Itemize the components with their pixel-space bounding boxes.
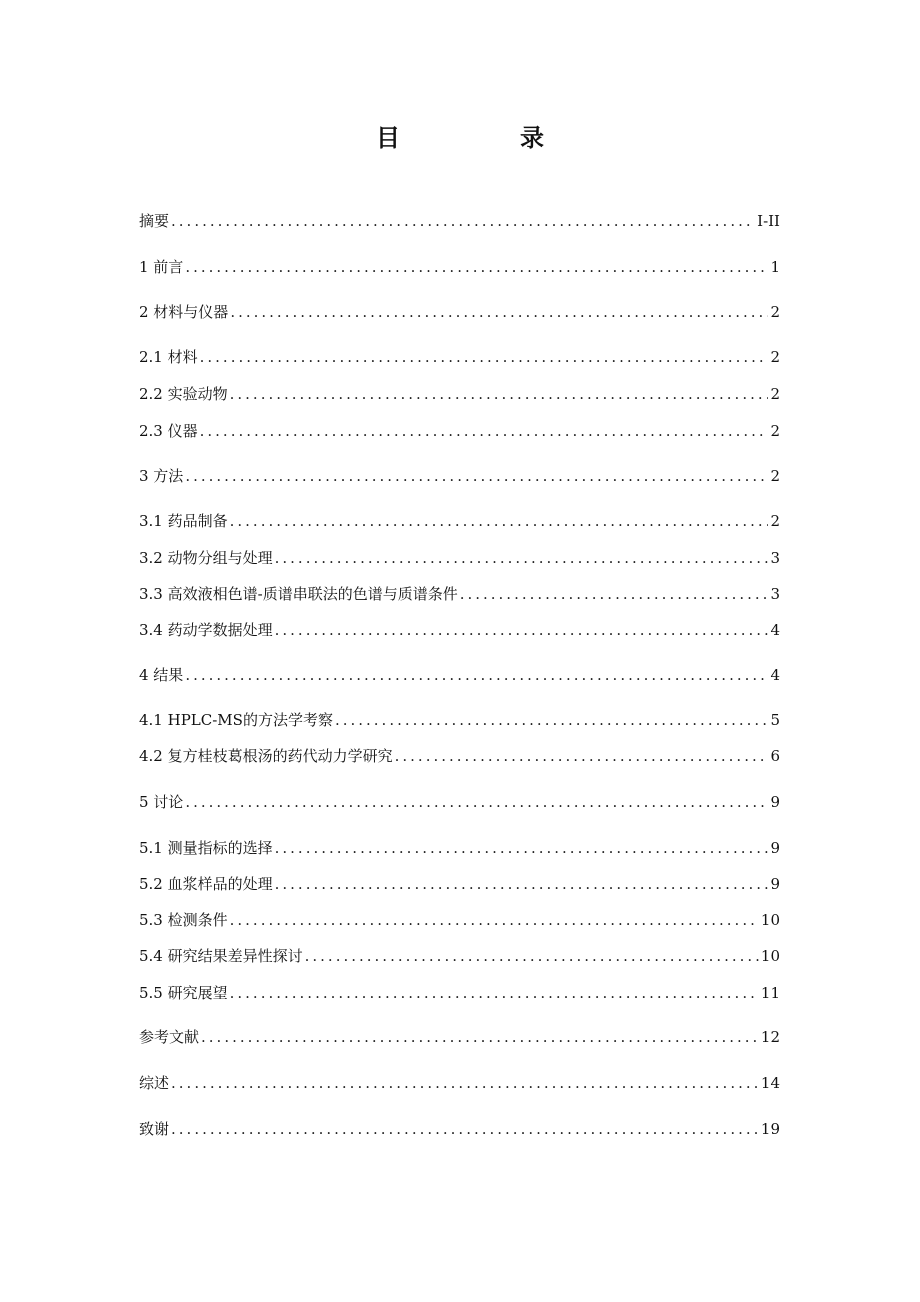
dot-leader bbox=[185, 463, 768, 489]
toc-entry-page: I-II bbox=[757, 212, 780, 230]
toc-entry-2-2[interactable] bbox=[139, 381, 780, 407]
dot-leader bbox=[200, 418, 769, 444]
dot-leader bbox=[230, 299, 768, 325]
dot-leader bbox=[460, 581, 769, 607]
toc-entry-1[interactable] bbox=[139, 254, 780, 280]
toc-entry-page: 14 bbox=[760, 1074, 780, 1092]
toc-entry-page: 4 bbox=[770, 666, 780, 684]
toc-entry-label: 2 材料与仪器 bbox=[139, 303, 229, 321]
dot-leader bbox=[171, 1070, 759, 1096]
dot-leader bbox=[185, 662, 768, 688]
toc-entry-page: 9 bbox=[770, 839, 780, 857]
toc-entry-3-2[interactable] bbox=[139, 545, 780, 571]
toc-entry-page: 2 bbox=[770, 422, 780, 440]
toc-entry-page: 3 bbox=[770, 585, 780, 603]
dot-leader bbox=[275, 871, 769, 897]
toc-entry-page: 10 bbox=[760, 947, 780, 965]
dot-leader bbox=[201, 1024, 759, 1050]
toc-entry-label: 4.2 复方桂枝葛根汤的药代动力学研究 bbox=[139, 747, 393, 765]
toc-entry-page: 10 bbox=[760, 911, 780, 929]
toc-entry-2-3[interactable] bbox=[139, 418, 780, 444]
toc-entry-page: 9 bbox=[770, 875, 780, 893]
toc-entry-3-3[interactable] bbox=[139, 581, 780, 607]
toc-entry-label: 1 前言 bbox=[139, 258, 184, 276]
toc-entry-3-1[interactable] bbox=[139, 508, 780, 534]
toc-entry-5-5[interactable] bbox=[139, 980, 780, 1006]
toc-entry-label: 3.1 药品制备 bbox=[139, 512, 228, 530]
toc-entry-label: 致谢 bbox=[139, 1120, 170, 1138]
toc-entry-4-2[interactable] bbox=[139, 743, 780, 769]
toc-entry-label: 5.2 血浆样品的处理 bbox=[139, 875, 273, 893]
toc-entry-page: 2 bbox=[770, 348, 780, 366]
toc-entry-4[interactable] bbox=[139, 662, 780, 688]
toc-entry-label: 5 讨论 bbox=[139, 793, 184, 811]
toc-entry-3-4[interactable] bbox=[139, 617, 780, 643]
toc-entry-page: 19 bbox=[760, 1120, 780, 1138]
toc-entry-5-2[interactable] bbox=[139, 871, 780, 897]
toc-entry-5[interactable] bbox=[139, 789, 780, 815]
toc-entry-page: 2 bbox=[770, 512, 780, 530]
toc-entry-label: 5.3 检测条件 bbox=[139, 911, 228, 929]
toc-entry-label: 2.1 材料 bbox=[139, 348, 198, 366]
toc-entry-2-1[interactable] bbox=[139, 344, 780, 370]
toc-entry-label: 综述 bbox=[139, 1074, 170, 1092]
toc-entry-label: 4 结果 bbox=[139, 666, 184, 684]
toc-entry-label: 5.1 测量指标的选择 bbox=[139, 839, 273, 857]
dot-leader bbox=[275, 617, 769, 643]
toc-entry-label: 3.2 动物分组与处理 bbox=[139, 549, 273, 567]
dot-leader bbox=[335, 707, 769, 733]
dot-leader bbox=[230, 508, 769, 534]
dot-leader bbox=[275, 545, 769, 571]
toc-entry-review[interactable] bbox=[139, 1070, 780, 1096]
toc-entry-5-3[interactable] bbox=[139, 907, 780, 933]
toc-entry-label: 3.4 药动学数据处理 bbox=[139, 621, 273, 639]
toc-entry-label: 3.3 高效液相色谱-质谱串联法的色谱与质谱条件 bbox=[139, 585, 458, 603]
toc-entry-page: 11 bbox=[760, 984, 780, 1002]
toc-entry-page: 4 bbox=[770, 621, 780, 639]
toc-entry-page: 2 bbox=[770, 385, 780, 403]
toc-entry-page: 12 bbox=[760, 1028, 780, 1046]
toc-entry-label: 5.4 研究结果差异性探讨 bbox=[139, 947, 303, 965]
toc-entry-label: 摘要 bbox=[139, 212, 170, 230]
toc-entry-page: 1 bbox=[770, 258, 780, 276]
dot-leader bbox=[171, 208, 755, 234]
toc-entry-5-1[interactable] bbox=[139, 835, 780, 861]
dot-leader bbox=[185, 254, 768, 280]
toc-entry-5-4[interactable] bbox=[139, 943, 780, 969]
toc-entry-page: 2 bbox=[770, 303, 780, 321]
toc-entry-page: 2 bbox=[770, 467, 780, 485]
toc-entry-page: 5 bbox=[770, 711, 780, 729]
dot-leader bbox=[395, 743, 769, 769]
dot-leader bbox=[230, 907, 759, 933]
toc-entry-label: 2.2 实验动物 bbox=[139, 385, 228, 403]
dot-leader bbox=[305, 943, 759, 969]
toc-entry-page: 3 bbox=[770, 549, 780, 567]
toc-entry-label: 3 方法 bbox=[139, 467, 184, 485]
toc-entry-page: 6 bbox=[770, 747, 780, 765]
dot-leader bbox=[171, 1116, 759, 1142]
page-title: 目 录 bbox=[376, 123, 592, 152]
toc-entry-4-1[interactable] bbox=[139, 707, 780, 733]
dot-leader bbox=[230, 980, 759, 1006]
toc-entry-label: 参考文献 bbox=[139, 1028, 200, 1046]
toc-entry-3[interactable] bbox=[139, 463, 780, 489]
toc-entry-references[interactable] bbox=[139, 1024, 780, 1050]
toc-entry-label: 5.5 研究展望 bbox=[139, 984, 228, 1002]
toc-entry-label: 4.1 HPLC-MS的方法学考察 bbox=[139, 711, 333, 729]
toc-entry-label: 2.3 仪器 bbox=[139, 422, 198, 440]
dot-leader bbox=[185, 789, 768, 815]
toc-entry-acknowledgements[interactable] bbox=[139, 1116, 780, 1142]
dot-leader bbox=[200, 344, 769, 370]
toc-entry-page: 9 bbox=[770, 793, 780, 811]
dot-leader bbox=[230, 381, 769, 407]
toc-entry-2[interactable] bbox=[139, 299, 780, 325]
toc-entry-abstract[interactable] bbox=[139, 208, 780, 234]
dot-leader bbox=[275, 835, 769, 861]
